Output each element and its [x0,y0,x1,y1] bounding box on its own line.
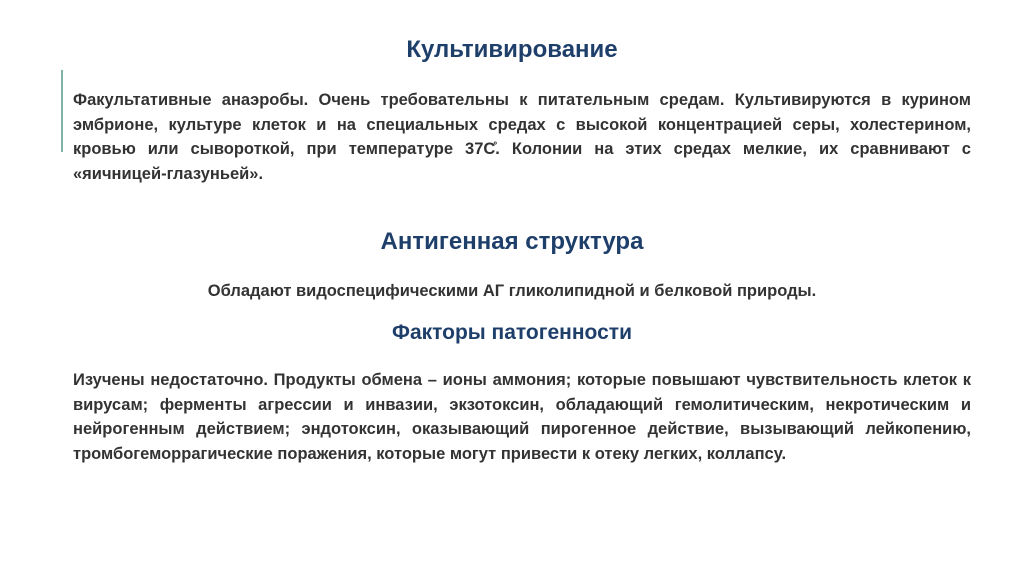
accent-bar [61,70,63,152]
cultivation-text: Факультативные анаэробы. Очень требовательны к питательным средам. Культивируются в курином эмбрионе, культуре клеток и на специальных средах с высокой концентрацией серы, холестерином, кровью или сывороткой, при температуре 37С̊. Колонии на этих средах мелкие, их сравнивают с «яичницей-глазуньей». [73,91,971,183]
antigenic-structure-text: Обладают видоспецифическими АГ гликолипидной и белковой природы. [207,282,817,300]
section-title-antigenic-structure: Антигенная структура [380,228,644,255]
section-title-pathogenicity-factors: Факторы патогенности [392,321,632,344]
section-title-cultivation: Культивирование [406,36,618,63]
pathogenicity-factors-text: Изучены недостаточно. Продукты обмена – ионы аммония; которые повышают чувствительность клеток к вирусам; ферменты агрессии и инвазии, экзотоксин, обладающий гемолитическим, некротическим и нейрогенным действием; эндотоксин, оказывающий пирогенное действие, вызывающий лейкопению, тромбогеморрагические поражения, которые могут привести к отеку легких, коллапсу. [73,371,971,463]
